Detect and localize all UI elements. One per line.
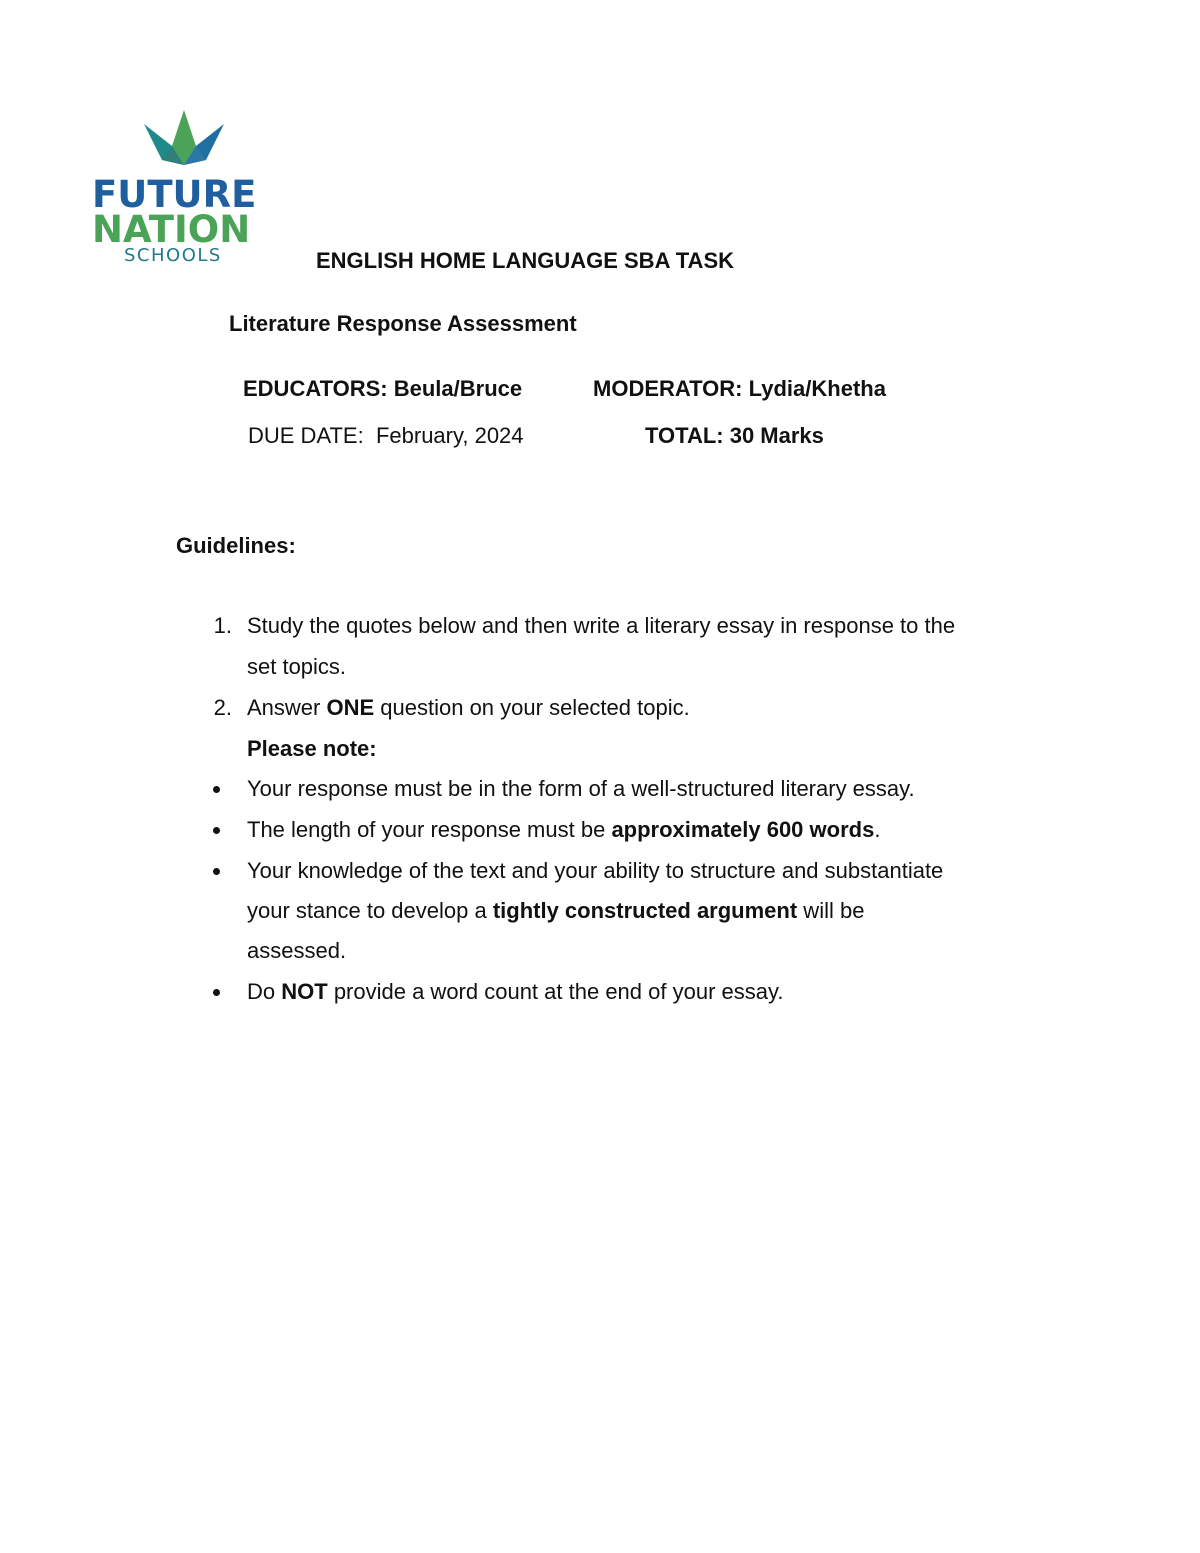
emphasis: tightly constructed argument [492, 898, 798, 923]
bullet-icon [213, 868, 220, 875]
list-text: Study the quotes below and then write a literary essay in response to the [247, 613, 956, 638]
list-number: 2. [213, 695, 232, 720]
text-run: your stance to develop a [247, 898, 493, 923]
text-run: provide a word count at the end of your essay. [327, 979, 784, 1004]
emphasis: NOT [281, 979, 328, 1004]
emphasis: approximately 600 words [611, 817, 875, 842]
bullet-icon [213, 827, 220, 834]
bullet-text [247, 810, 880, 850]
logo-text-future: FUTURE [92, 173, 257, 216]
document-subtitle: Literature Response Assessment [229, 311, 577, 336]
bullet-text [247, 972, 783, 1012]
guidelines-heading: Guidelines: [176, 533, 296, 558]
text-run: Answer [247, 695, 327, 720]
emphasis: ONE [326, 695, 375, 720]
crown-icon [144, 110, 224, 168]
bullet-icon [213, 786, 220, 793]
logo-text-nation: NATION [92, 208, 251, 251]
total-marks: TOTAL: 30 Marks [645, 423, 824, 448]
due-date-line [248, 423, 524, 449]
list-number: 1. [213, 613, 232, 638]
document-title: ENGLISH HOME LANGUAGE SBA TASK [316, 248, 735, 273]
note-heading: Please note: [247, 736, 377, 761]
future-nation-logo [90, 110, 280, 270]
due-date-value: February, 2024 [375, 423, 524, 448]
bullet-text [247, 891, 864, 931]
text-run: question on your selected topic. [374, 695, 690, 720]
text-run: . [874, 817, 881, 842]
list-text: set topics. [247, 654, 347, 679]
bullet-text: assessed. [247, 938, 347, 963]
logo-text-schools: SCHOOLS [124, 245, 222, 266]
bullet-text: Your knowledge of the text and your ability to structure and substantiate [247, 858, 944, 883]
due-date-label: DUE DATE: [248, 423, 364, 448]
text-run: Do [247, 979, 282, 1004]
list-text [247, 688, 690, 728]
bullet-text: Your response must be in the form of a well-structured literary essay. [247, 776, 915, 801]
educators-line: EDUCATORS: Beula/Bruce [243, 376, 523, 401]
text-run: The length of your response must be [247, 817, 612, 842]
moderator-line: MODERATOR: Lydia/Khetha [593, 376, 886, 401]
bullet-icon [213, 989, 220, 996]
text-run: will be [797, 898, 865, 923]
